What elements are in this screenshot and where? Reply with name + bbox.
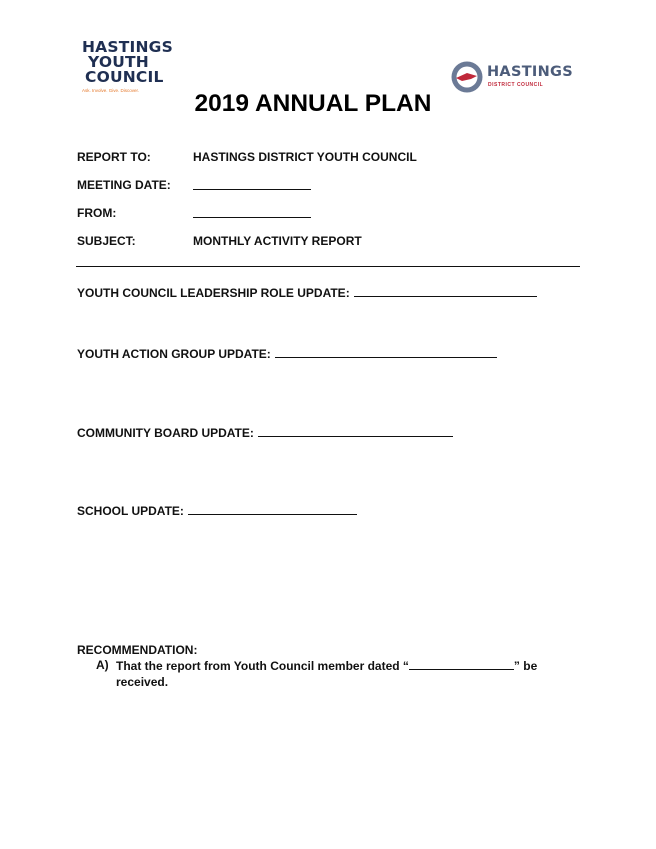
school-update <box>77 503 357 518</box>
logo-tagline: Ask. Involve. Give. Discover. <box>82 88 140 93</box>
from-blank[interactable] <box>193 206 311 218</box>
leadership-role-label: YOUTH COUNCIL LEADERSHIP ROLE UPDATE: <box>77 286 350 300</box>
logo-line-youth: YOUTH <box>88 53 149 71</box>
action-group-label: YOUTH ACTION GROUP UPDATE: <box>77 347 271 361</box>
report-to-label: REPORT TO: <box>77 150 151 164</box>
from-field[interactable] <box>193 206 311 221</box>
community-board-label: COMMUNITY BOARD UPDATE: <box>77 426 254 440</box>
district-logo-word: HASTINGS <box>487 64 573 80</box>
community-board-blank[interactable] <box>258 425 453 437</box>
subject-value: MONTHLY ACTIVITY REPORT <box>193 234 362 248</box>
report-to-value: HASTINGS DISTRICT YOUTH COUNCIL <box>193 150 417 164</box>
page-title: 2019 ANNUAL PLAN <box>194 90 432 117</box>
meeting-date-label: MEETING DATE: <box>77 178 171 192</box>
leadership-role-blank[interactable] <box>354 285 537 297</box>
action-group-blank[interactable] <box>275 346 497 358</box>
recommendation-text-before: That the report from Youth Council member dated “ <box>116 659 409 673</box>
logo-line-hastings: HASTINGS <box>82 38 173 56</box>
leadership-role-update <box>77 285 537 300</box>
recommendation-text-after: ” be received. <box>116 659 538 689</box>
school-update-label: SCHOOL UPDATE: <box>77 504 184 518</box>
recommendation-text <box>116 658 556 690</box>
meeting-date-blank[interactable] <box>193 178 311 190</box>
from-label: FROM: <box>77 206 117 220</box>
community-board-update <box>77 425 453 440</box>
recommendation-title: RECOMMENDATION: <box>77 643 198 657</box>
subject-label: SUBJECT: <box>77 234 136 248</box>
meeting-date-field[interactable] <box>193 178 311 193</box>
district-logo-subtitle: DISTRICT COUNCIL <box>488 82 544 88</box>
recommendation-marker: A) <box>96 658 109 672</box>
header-divider <box>76 266 580 267</box>
recommendation-date-blank[interactable] <box>409 658 514 670</box>
school-update-blank[interactable] <box>188 503 357 515</box>
action-group-update <box>77 346 497 361</box>
district-council-emblem-icon <box>450 60 484 94</box>
logo-line-council: COUNCIL <box>85 68 164 86</box>
